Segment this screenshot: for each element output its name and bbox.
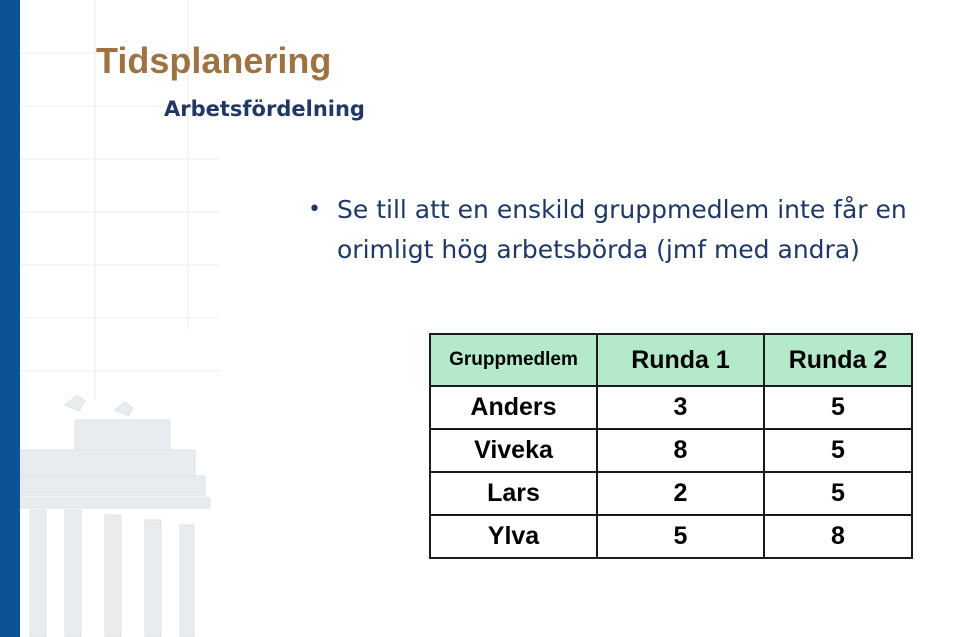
column-header-round-1: Runda 1 (597, 334, 764, 386)
table-row (430, 386, 912, 429)
table-cell: 5 (597, 515, 764, 558)
bullet-item (308, 190, 958, 270)
table-cell: 5 (764, 472, 912, 515)
table-row (430, 429, 912, 472)
table-cell: 3 (597, 386, 764, 429)
table-cell: 8 (597, 429, 764, 472)
building-watermark-image (20, 380, 220, 637)
bullet-dot-icon: • (308, 197, 321, 222)
table-cell: 5 (764, 429, 912, 472)
table-cell: 8 (764, 515, 912, 558)
table-cell: Viveka (430, 429, 597, 472)
table-cell: 5 (764, 386, 912, 429)
column-header-member: Gruppmedlem (430, 334, 597, 386)
table-row (430, 472, 912, 515)
table-header-row (430, 334, 912, 386)
slide-subtitle: Arbetsfördelning (164, 97, 365, 121)
bullet-text: Se till att en enskild gruppmedlem inte får en orimligt hög arbetsbörda (jmf med andra) (337, 195, 907, 264)
table-cell: 2 (597, 472, 764, 515)
workload-table (429, 333, 913, 559)
slide-title: Tidsplanering (96, 40, 332, 81)
column-header-round-2: Runda 2 (764, 334, 912, 386)
left-accent-bar (0, 0, 20, 637)
bullet-list (308, 190, 958, 270)
table-row (430, 515, 912, 558)
table-cell: Anders (430, 386, 597, 429)
table-cell: Ylva (430, 515, 597, 558)
table-cell: Lars (430, 472, 597, 515)
